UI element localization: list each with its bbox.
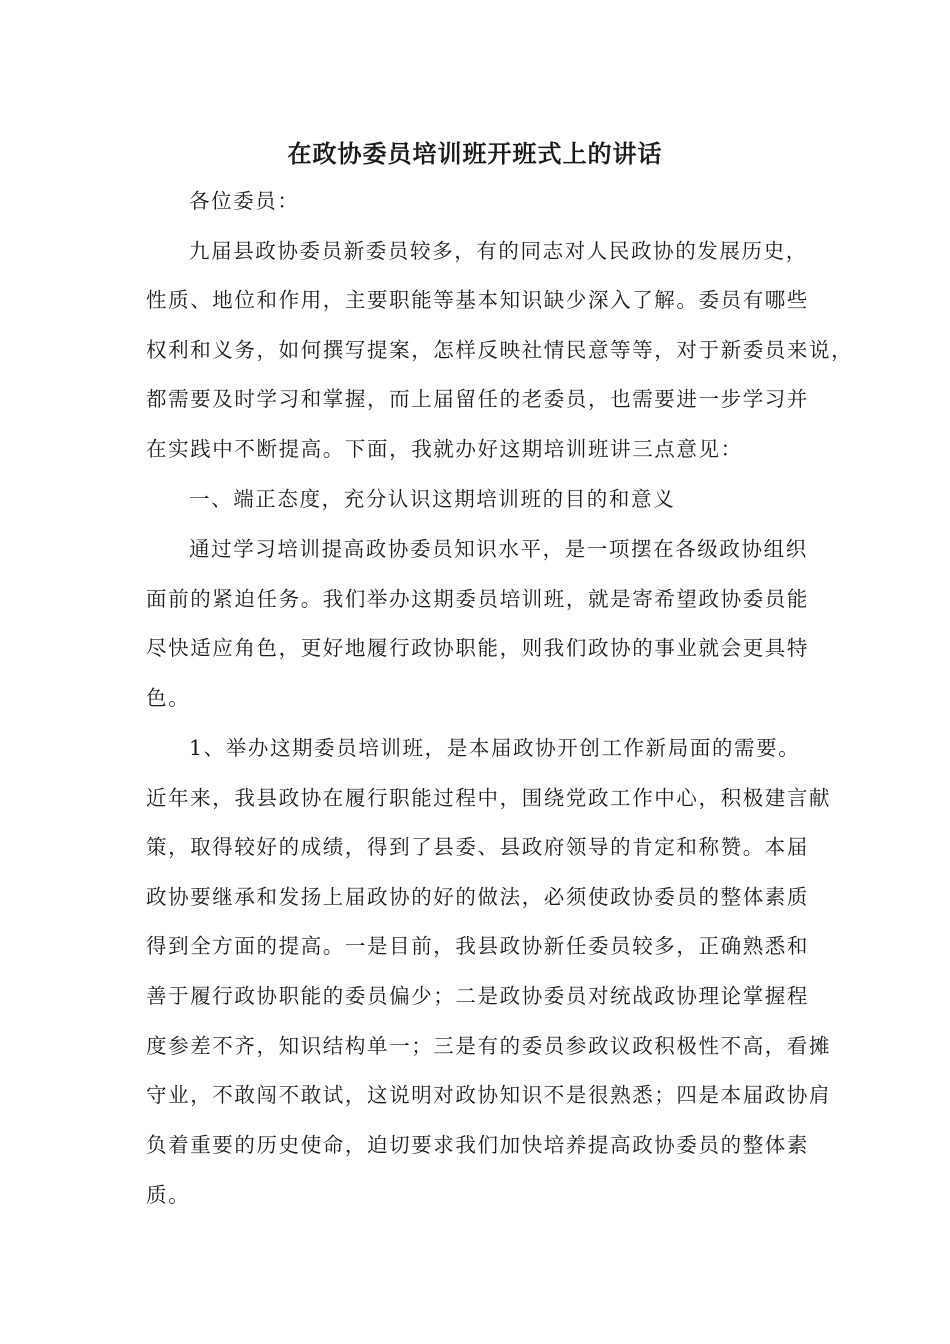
body-line: 守业，不敢闯不敢试，这说明对政协知识不是很熟悉；四是本届政协肩 [146, 1083, 832, 1107]
document-title: 在政协委员培训班开班式上的讲话 [287, 139, 663, 168]
body-line: 近年来，我县政协在履行职能过程中，围绕党政工作中心，积极建言献 [146, 786, 832, 810]
salutation-line: 各位委员： [189, 189, 300, 213]
body-line: 色。 [146, 686, 191, 710]
body-line: 性质、地位和作用，主要职能等基本知识缺少深入了解。委员有哪些 [146, 288, 809, 312]
body-line: 质。 [146, 1183, 191, 1207]
body-line: 策，取得较好的成绩，得到了县委、县政府领导的肯定和称赞。本届 [146, 835, 809, 859]
body-line: 善于履行政协职能的委员偏少；二是政协委员对统战政协理论掌握程 [146, 984, 809, 1008]
body-line: 政协要继承和发扬上届政协的好的做法，必须使政协委员的整体素质 [146, 885, 809, 909]
body-line: 通过学习培训提高政协委员知识水平，是一项摆在各级政协组织 [189, 537, 808, 561]
body-line: 在实践中不断提高。下面，我就办好这期培训班讲三点意见： [146, 437, 743, 461]
body-line: 九届县政协委员新委员较多，有的同志对人民政协的发展历史， [189, 239, 808, 263]
body-line: 权利和义务，如何撰写提案，怎样反映社情民意等等，对于新委员来说， [146, 338, 854, 362]
body-line: 负着重要的历史使命，迫切要求我们加快培养提高政协委员的整体素 [146, 1133, 809, 1157]
body-line: 1、举办这期委员培训班，是本届政协开创工作新局面的需要。 [189, 736, 801, 760]
section-heading: 一、端正态度，充分认识这期培训班的目的和意义 [189, 487, 676, 511]
body-line: 都需要及时学习和掌握，而上届留任的老委员，也需要进一步学习并 [146, 387, 809, 411]
body-line: 尽快适应角色，更好地履行政协职能，则我们政协的事业就会更具特 [146, 636, 809, 660]
body-line: 面前的紧迫任务。我们举办这期委员培训班，就是寄希望政协委员能 [146, 587, 809, 611]
body-line: 得到全方面的提高。一是目前，我县政协新任委员较多，正确熟悉和 [146, 934, 809, 958]
body-line: 度参差不齐，知识结构单一；三是有的委员参政议政积极性不高，看摊 [146, 1034, 832, 1058]
